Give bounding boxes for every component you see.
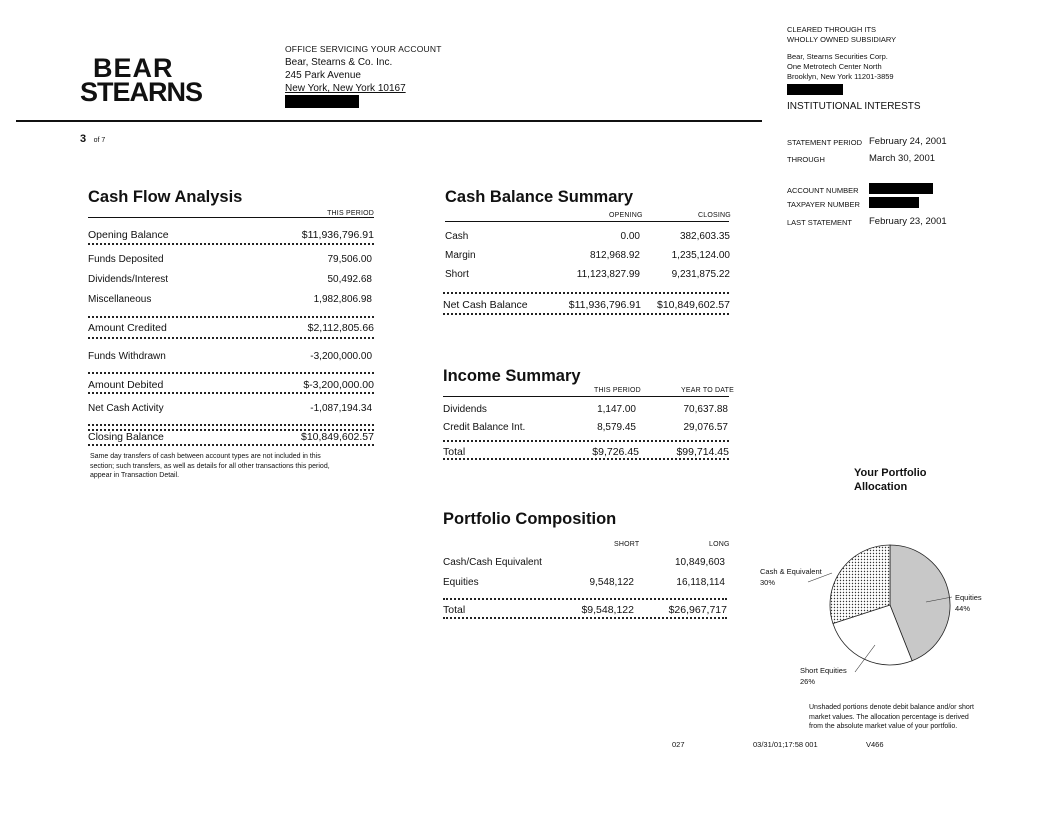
cb-row	[445, 231, 730, 242]
cb-col-opening: OPENING	[609, 212, 643, 219]
income-row	[443, 422, 729, 433]
cb-row-opening: 0.00	[620, 231, 640, 242]
cf-credited-row	[88, 322, 374, 334]
cf-divider	[88, 372, 374, 377]
short-slice-name: Short Equities	[800, 666, 847, 675]
redacted-account-number	[869, 183, 933, 194]
cb-net-opening: $11,936,796.91	[568, 299, 641, 311]
logo-line-1: BEAR	[93, 53, 174, 83]
portfolio-total-row	[443, 604, 727, 616]
income-row-ytd: 29,076.57	[683, 422, 728, 433]
cf-misc-row	[88, 294, 374, 305]
portfolio-row-label: Cash/Cash Equivalent	[443, 557, 542, 568]
page-number	[80, 129, 105, 147]
redacted-clearing	[787, 84, 843, 95]
cash-slice-name: Cash & Equivalent	[760, 567, 822, 576]
income-total-ytd: $99,714.45	[676, 446, 729, 458]
income-row-label: Dividends	[443, 404, 487, 415]
cb-net-closing: $10,849,602.57	[657, 299, 730, 311]
cf-dividends-value: 50,492.68	[327, 274, 372, 285]
cash-flow-rule	[88, 217, 374, 218]
clearing-info	[787, 25, 896, 95]
cf-note-line-1: Same day transfers of cash between account types are not included in this	[90, 453, 321, 460]
cf-misc-value: 1,982,806.98	[313, 294, 372, 305]
cash-slice-pct: 30%	[760, 578, 776, 587]
logo-line-2: STEARNS	[80, 77, 203, 107]
cf-debited-label: Amount Debited	[88, 379, 164, 391]
allocation-title-line-2: Allocation	[854, 481, 908, 493]
last-statement-value: February 23, 2001	[869, 216, 947, 227]
income-row-period: 1,147.00	[597, 404, 636, 415]
portfolio-col-long: LONG	[709, 541, 730, 548]
income-row-ytd: 70,637.88	[683, 404, 728, 415]
cb-row	[445, 250, 730, 261]
cf-dividends-row	[88, 274, 374, 285]
portfolio-row-long: 16,118,114	[676, 577, 725, 588]
page-total: of 7	[93, 137, 106, 144]
income-row-label: Credit Balance Int.	[443, 422, 526, 433]
cf-divider	[88, 337, 374, 342]
equities-slice-pct: 44%	[955, 604, 971, 613]
cb-row	[445, 269, 730, 280]
cb-row-closing: 1,235,124.00	[671, 250, 730, 261]
cf-closing-value: $10,849,602.57	[301, 431, 374, 443]
through-label: THROUGH	[787, 155, 825, 164]
portfolio-row	[443, 557, 727, 568]
allocation-note-line-3: from the absolute market value of your portfolio.	[809, 723, 958, 730]
cf-net-value: -1,087,194.34	[310, 403, 372, 414]
allocation-title-line-1: Your Portfolio	[854, 467, 927, 479]
cb-col-closing: CLOSING	[698, 212, 731, 219]
cf-note-line-2: section; such transfers, as well as details for all other transactions this period,	[90, 462, 330, 470]
cash-flow-analysis	[88, 188, 374, 218]
cf-opening-row	[88, 229, 374, 241]
income-rule	[443, 396, 729, 397]
equities-slice-label	[955, 592, 982, 614]
redacted-taxpayer-number	[869, 197, 919, 208]
bear-stearns-logo	[80, 53, 203, 107]
account-number-label: ACCOUNT NUMBER	[787, 186, 859, 195]
income-row-period: 8,579.45	[597, 422, 636, 433]
office-line-2: 245 Park Avenue	[285, 70, 361, 81]
cb-row-closing: 382,603.35	[679, 231, 730, 242]
allocation-pie-chart	[740, 540, 1040, 690]
portfolio-total-label: Total	[443, 604, 466, 616]
cf-deposited-value: 79,506.00	[327, 254, 372, 265]
cf-divider	[88, 444, 374, 449]
cf-divider	[88, 316, 374, 321]
portfolio-row	[443, 577, 727, 588]
cf-net-row	[88, 403, 374, 414]
cb-row-label: Margin	[445, 250, 476, 261]
cf-credited-label: Amount Credited	[88, 322, 167, 334]
income-row	[443, 404, 729, 415]
footer-version: V466	[866, 740, 884, 749]
equities-slice-name: Equities	[955, 593, 982, 602]
income-col-ytd: YEAR TO DATE	[681, 387, 734, 394]
allocation-title	[854, 466, 927, 494]
footer-stamp: 03/31/01;17:58 001	[753, 740, 818, 749]
cf-net-label: Net Cash Activity	[88, 403, 164, 414]
cb-net-label: Net Cash Balance	[443, 299, 528, 311]
institutional-interests: INSTITUTIONAL INTERESTS	[787, 101, 921, 112]
cf-closing-label: Closing Balance	[88, 431, 164, 443]
income-divider	[443, 458, 729, 463]
income-total-label: Total	[443, 446, 466, 458]
income-title: Income Summary	[443, 367, 581, 385]
taxpayer-number-label: TAXPAYER NUMBER	[787, 200, 860, 209]
office-heading: OFFICE SERVICING YOUR ACCOUNT	[285, 44, 442, 54]
cf-withdrawn-row	[88, 351, 374, 362]
cf-deposited-row	[88, 254, 374, 265]
income-col-period: THIS PERIOD	[594, 387, 641, 394]
portfolio-divider	[443, 617, 727, 622]
cf-divider	[88, 392, 374, 397]
cf-opening-value: $11,936,796.91	[301, 229, 374, 241]
portfolio-col-short: SHORT	[614, 541, 640, 548]
cf-withdrawn-value: -3,200,000.00	[310, 351, 372, 362]
cf-debited-value: $-3,200,000.00	[303, 379, 374, 391]
cf-deposited-label: Funds Deposited	[88, 254, 164, 265]
income-total-period: $9,726.45	[592, 446, 639, 458]
portfolio-composition	[443, 510, 616, 529]
cf-withdrawn-label: Funds Withdrawn	[88, 351, 166, 362]
cash-slice-label	[760, 566, 822, 588]
income-divider	[443, 440, 729, 445]
income-total-row	[443, 446, 729, 458]
office-line-1: Bear, Stearns & Co. Inc.	[285, 57, 393, 68]
cb-divider	[443, 292, 729, 297]
cf-note-line-3: appear in Transaction Detail.	[90, 472, 180, 479]
cf-dividends-label: Dividends/Interest	[88, 274, 169, 285]
portfolio-total-long: $26,967,717	[668, 604, 727, 616]
portfolio-row-short: 9,548,122	[589, 577, 634, 588]
income-summary	[443, 367, 581, 386]
portfolio-row-long: 10,849,603	[674, 557, 725, 568]
portfolio-divider	[443, 598, 727, 603]
statement-period-value: February 24, 2001	[869, 136, 947, 147]
cf-misc-label: Miscellaneous	[88, 294, 152, 305]
cb-net-row	[443, 299, 730, 311]
page-current: 3	[80, 133, 87, 145]
cf-closing-row	[88, 431, 374, 443]
cf-opening-label: Opening Balance	[88, 229, 169, 241]
header-rule	[16, 120, 762, 122]
cf-credited-value: $2,112,805.66	[307, 322, 374, 334]
cash-flow-title: Cash Flow Analysis	[88, 188, 243, 206]
cb-row-opening: 11,123,827.99	[576, 269, 640, 280]
allocation-note	[809, 703, 999, 732]
short-slice-label	[800, 665, 847, 687]
clearing-line-5: Brooklyn, New York 11201-3859	[787, 72, 894, 81]
clearing-line-2: WHOLLY OWNED SUBSIDIARY	[787, 35, 897, 44]
portfolio-title: Portfolio Composition	[443, 510, 617, 528]
cash-balance-summary	[445, 188, 730, 207]
clearing-line-1: CLEARED THROUGH ITS	[787, 25, 877, 34]
cf-divider	[88, 424, 374, 431]
office-address	[285, 43, 442, 108]
statement-period-label: STATEMENT PERIOD	[787, 138, 863, 147]
footer-code: 027	[672, 740, 685, 749]
clearing-line-4: One Metrotech Center North	[787, 62, 882, 71]
last-statement-label: LAST STATEMENT	[787, 218, 853, 227]
cash-balance-title: Cash Balance Summary	[445, 188, 634, 206]
office-line-3: New York, New York 10167	[285, 83, 406, 94]
portfolio-total-short: $9,548,122	[581, 604, 634, 616]
redacted-phone	[285, 95, 359, 108]
allocation-note-line-1: Unshaded portions denote debit balance and/or short	[809, 704, 975, 711]
cash-flow-note	[90, 452, 380, 481]
cb-row-label: Short	[445, 269, 469, 280]
cb-rule	[445, 221, 729, 222]
cb-row-label: Cash	[445, 231, 469, 242]
cb-row-closing: 9,231,875.22	[671, 269, 730, 280]
cash-flow-col-header: THIS PERIOD	[327, 210, 374, 217]
short-slice-pct: 26%	[800, 677, 816, 686]
through-value: March 30, 2001	[869, 153, 936, 164]
clearing-line-3: Bear, Stearns Securities Corp.	[787, 52, 888, 61]
cb-row-opening: 812,968.92	[589, 250, 640, 261]
cb-divider	[443, 313, 729, 318]
cf-divider	[88, 243, 374, 248]
cf-debited-row	[88, 379, 374, 391]
allocation-note-line-2: market values. The allocation percentage is derived	[809, 713, 969, 721]
portfolio-row-label: Equities	[443, 577, 479, 588]
